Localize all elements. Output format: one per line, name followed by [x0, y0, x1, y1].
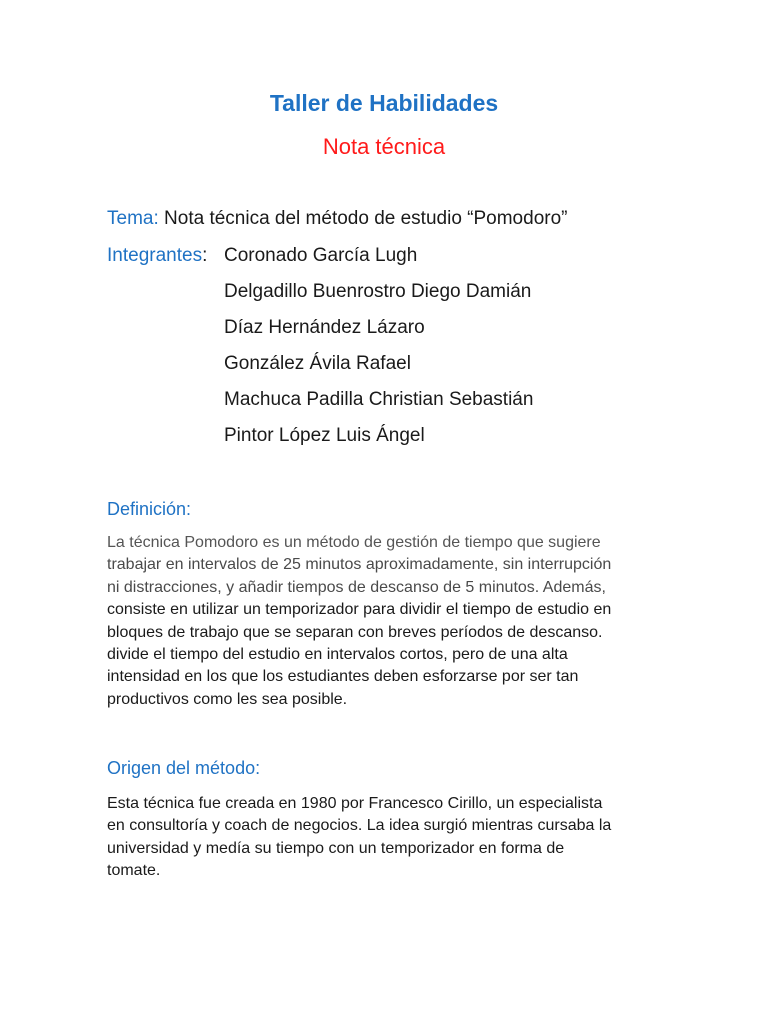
paragraph-line: en consultoría y coach de negocios. La idea surgió mientras cursaba la	[107, 817, 612, 835]
member-name: Pintor López Luis Ángel	[224, 425, 425, 446]
tema-label: Tema:	[107, 208, 159, 229]
paragraph-line: intensidad en los que los estudiantes deben esforzarse por ser tan	[107, 668, 579, 686]
integrantes-label: Integrantes	[107, 245, 203, 266]
definicion-heading: Definición:	[107, 499, 192, 519]
tema-value: Nota técnica del método de estudio “Pomodoro”	[158, 208, 568, 229]
member-name: Machuca Padilla Christian Sebastián	[224, 389, 534, 410]
origen-paragraph	[107, 793, 667, 883]
paragraph-line: La técnica Pomodoro es un método de gestión de tiempo que sugiere	[107, 534, 601, 551]
paragraph-line: trabajar en intervalos de 25 minutos aproximadamente, sin interrupción	[107, 556, 612, 574]
tema-line	[107, 208, 567, 230]
origen-heading: Origen del método:	[107, 758, 261, 778]
integrantes-colon: :	[202, 245, 208, 266]
paragraph-line: consiste en utilizar un temporizador para dividir el tiempo de estudio en	[107, 601, 612, 619]
member-name: Coronado García Lugh	[224, 245, 418, 266]
paragraph-line: bloques de trabajo que se separan con breves períodos de descanso.	[107, 623, 603, 641]
member-name: González Ávila Rafael	[224, 353, 411, 374]
document-subtitle: Nota técnica	[322, 134, 446, 159]
paragraph-line: ni distracciones, y añadir tiempos de descanso de 5 minutos. Además,	[107, 578, 606, 596]
paragraph-line: divide el tiempo del estudio en intervalos cortos, pero de una alta	[107, 646, 568, 664]
paragraph-line: tomate.	[107, 862, 161, 880]
definicion-paragraph	[107, 532, 667, 711]
document-title: Taller de Habilidades	[269, 90, 499, 116]
member-name: Díaz Hernández Lázaro	[224, 317, 425, 338]
member-name: Delgadillo Buenrostro Diego Damián	[224, 281, 532, 302]
paragraph-line: Esta técnica fue creada en 1980 por Francesco Cirillo, un especialista	[107, 795, 603, 812]
integrantes-line	[107, 245, 207, 267]
paragraph-line: productivos como les sea posible.	[107, 690, 348, 708]
paragraph-line: universidad y medía su tiempo con un temporizador en forma de	[107, 839, 565, 857]
